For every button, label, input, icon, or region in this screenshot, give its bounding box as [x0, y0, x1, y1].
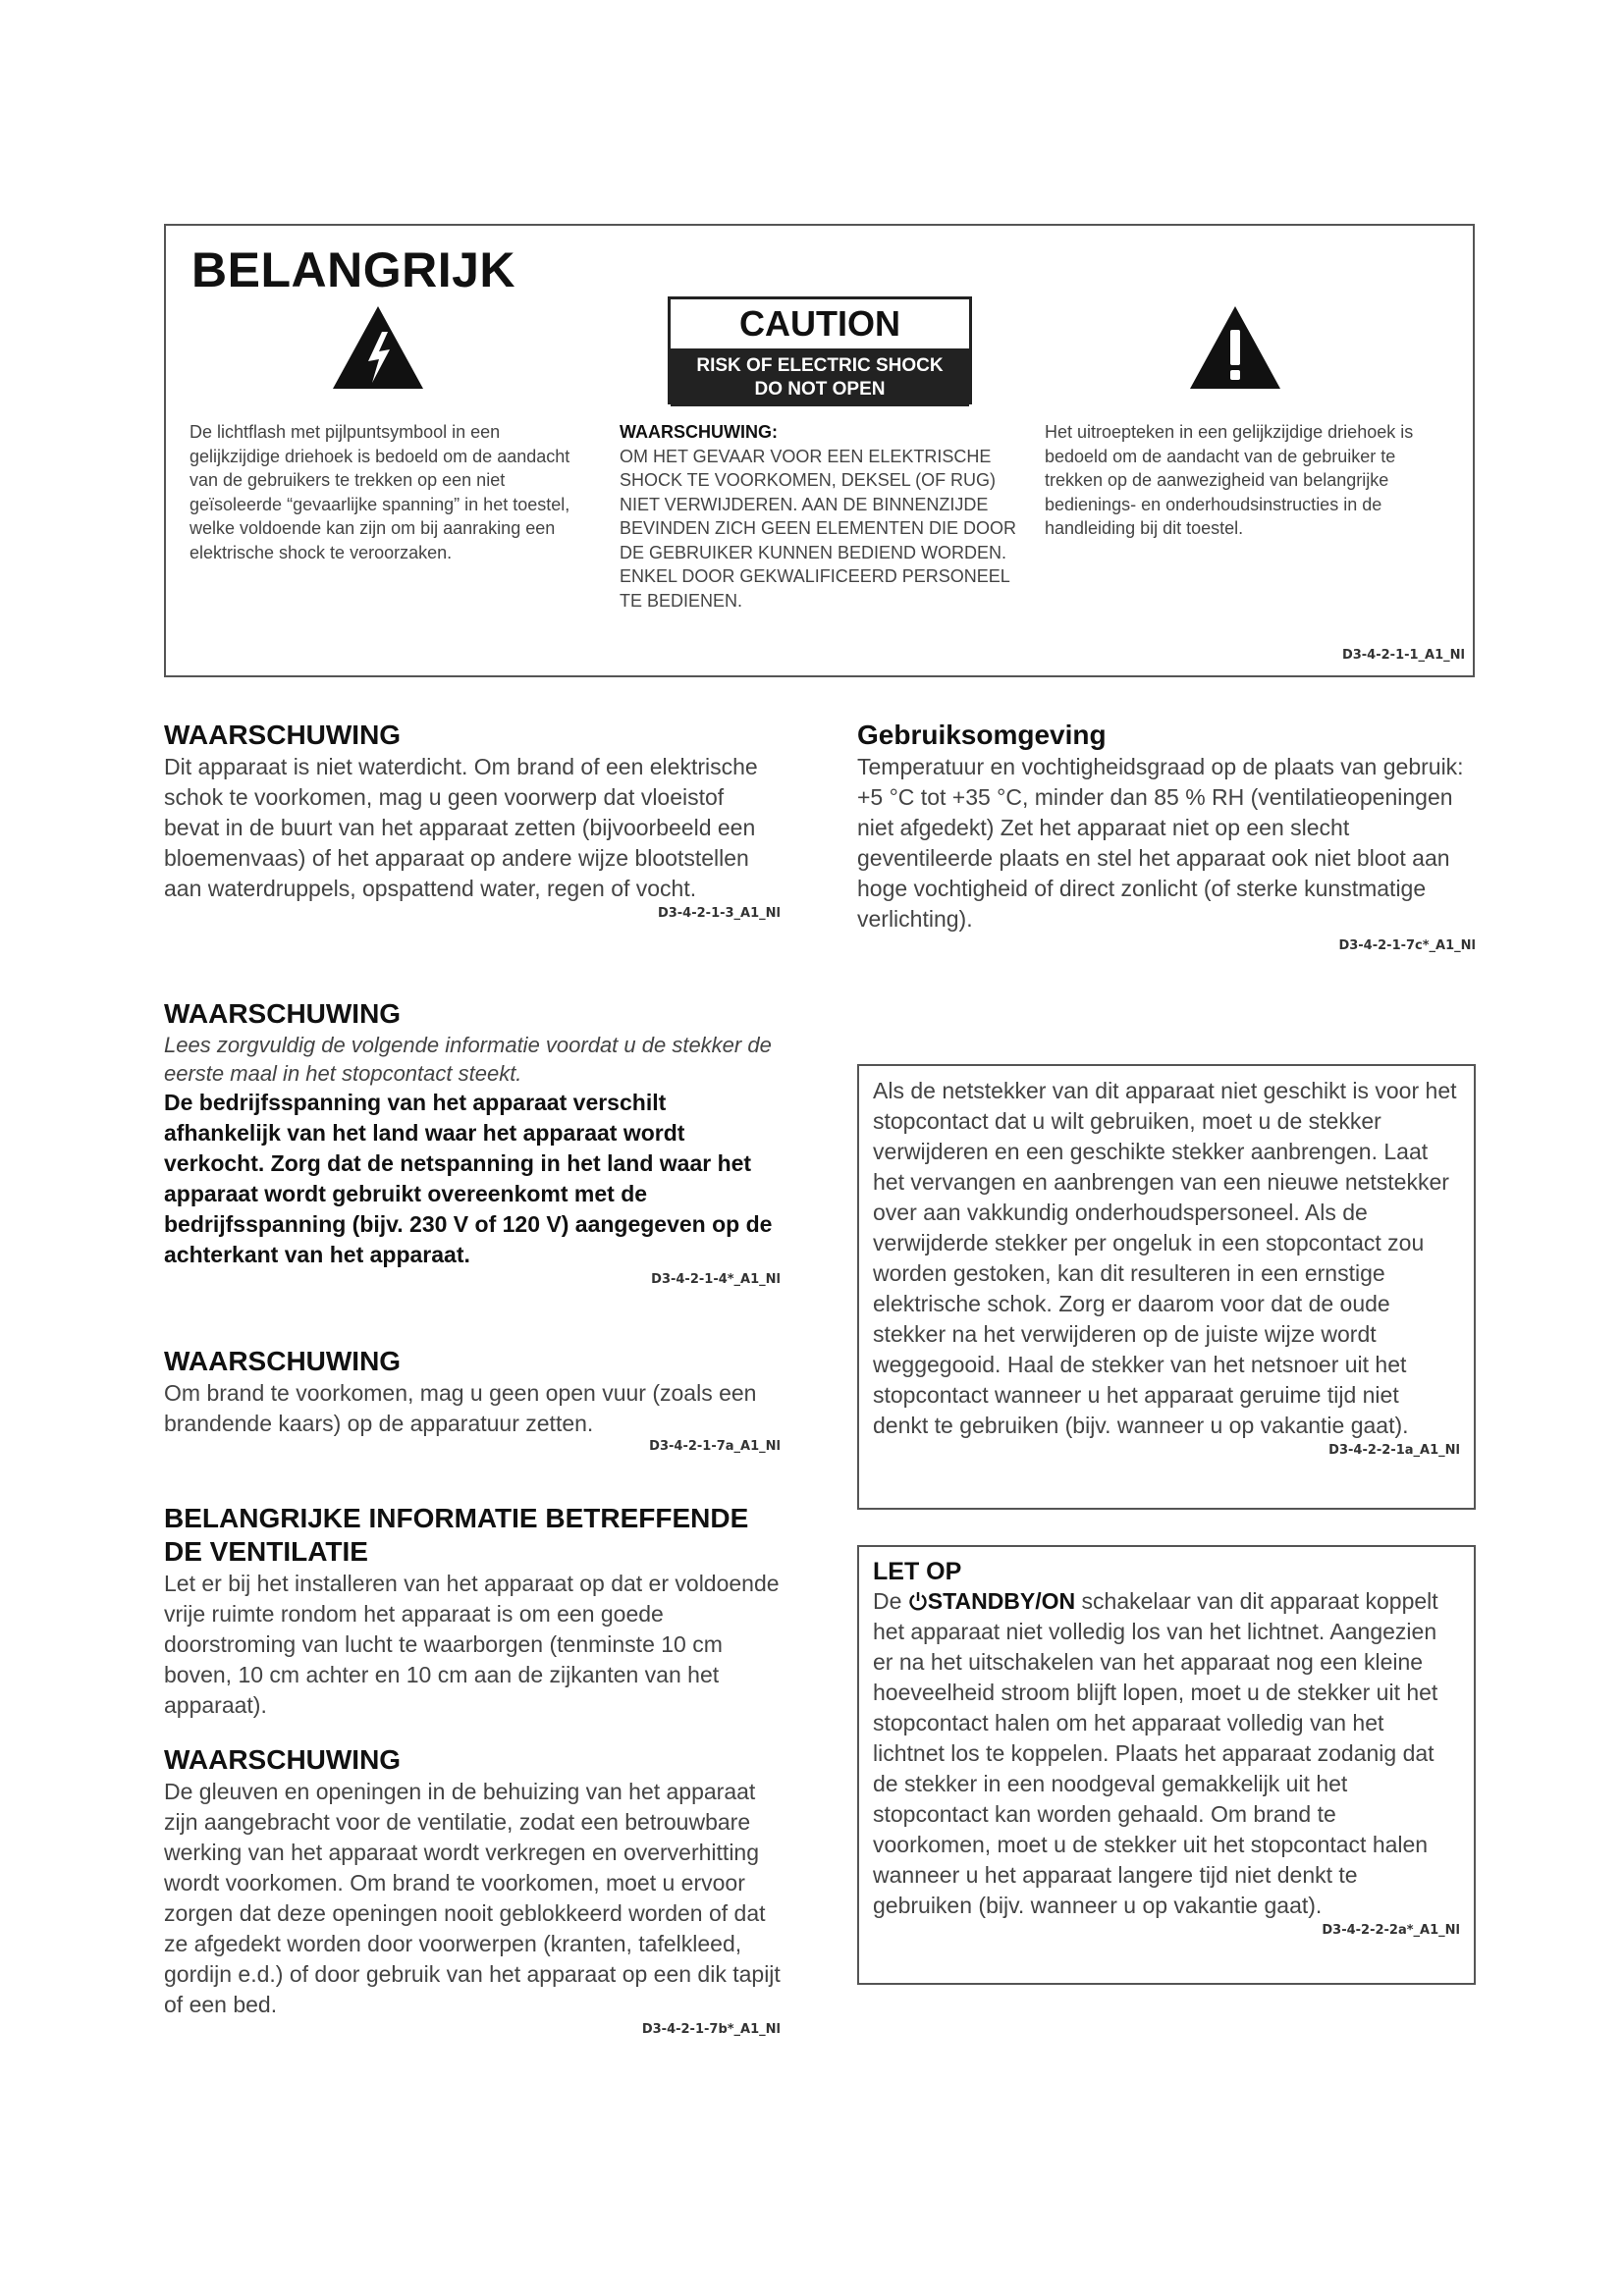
section-openings-warning	[164, 1743, 781, 2037]
power-icon	[908, 1591, 928, 1611]
section-bold-text: De bedrijfsspanning van het apparaat verschilt afhankelijk van het land waar het apparaat wordt verkocht. Zorg dat de netspanning in het land waar het apparaat wordt gebruikt overeenkomt met de bedrijfsspanning (bijv. 230 V of 120 V) aangegeven op de achterkant van het apparaat.	[164, 1090, 773, 1267]
section-water-warning	[164, 719, 781, 921]
section-text: Om brand te voorkomen, mag u geen open vuur (zoals een brandende kaars) op de apparatuur zetten.	[164, 1380, 757, 1436]
reference-code: D3-4-2-1-7a_A1_Nl	[649, 1439, 781, 1454]
caution-line-2: DO NOT OPEN	[754, 379, 886, 400]
reference-code: D3-4-2-1-1_A1_Nl	[1341, 648, 1465, 663]
caution-title: CAUTION	[739, 303, 900, 344]
electric-shock-warning-icon	[331, 304, 425, 391]
notice-text: schakelaar van dit apparaat koppelt het apparaat niet volledig los van het lichtnet. Aangezien er na het uitschakelen van het apparaat nog een kleine hoeveelheid stroom blijft lopen, moet u de stekker uit het stopcontact halen om het apparaat volledig van het lichtnet los te koppelen. Plaats het apparaat zodanig dat de stekker in een noodgeval gemakkelijk uit het stopcontact kan worden gehaald. Om brand te voorkomen, moet u de stekker uit het stopcontact halen wanneer u het apparaat langere tijd niet denkt te gebruiken (bijv. wanneer u op vakantie gaat).	[873, 1588, 1438, 1918]
reference-code: D3-4-2-1-4*_A1_Nl	[651, 1272, 781, 1287]
reference-code: D3-4-2-1-7c*_A1_Nl	[1338, 938, 1476, 953]
section-text: Temperatuur en vochtigheidsgraad op de plaats van gebruik: +5 °C tot +35 °C, minder dan 85 % RH (ventilatieopeningen niet afgedekt) Zet het apparaat niet op een slecht geventileerde plaats en stel het apparaat ook niet bloot aan hoge vochtigheid of direct zonlicht (of sterke kunstmatige verlichting).	[857, 754, 1464, 932]
reference-code: D3-4-2-2-2a*_A1_Nl	[1322, 1923, 1460, 1938]
warning-middle-heading: WAARSCHUWING:	[620, 422, 778, 442]
section-heading: WAARSCHUWING	[164, 720, 402, 750]
section-text: Let er bij het installeren van het apparaat op dat er voldoende vrije ruimte rondom het apparaat is om een goede doorstroming van lucht te waarborgen (tenminste 10 cm boven, 10 cm achter en 10 cm aan de zijkanten van het apparaat).	[164, 1571, 780, 1718]
important-box	[164, 224, 1475, 677]
section-fire-warning	[164, 1345, 781, 1454]
caution-line-1: RISK OF ELECTRIC SHOCK	[696, 355, 944, 376]
lightning-symbol-description: De lichtflash met pijlpuntsymbool in een gelijkzijdige driehoek is bedoeld om de aandacht van de gebruikers te trekken op een niet geïsoleerde “gevaarlijke spanning” in het toestel, welke voldoende kan zijn om bij aanraking een elektrische shock te veroorzaken.	[189, 422, 570, 562]
exclamation-symbol-description: Het uitroepteken in een gelijkzijdige driehoek is bedoeld om de aandacht van de gebruiker te trekken op de aanwezigheid van belangrijke bedienings- en onderhoudsinstructies in de handleiding bij dit toestel.	[1045, 422, 1414, 538]
notice-heading: LET OP	[873, 1558, 962, 1585]
caution-label	[668, 296, 972, 404]
notice-text-block	[873, 1586, 1460, 1921]
section-heading: WAARSCHUWING	[164, 998, 402, 1029]
section-heading: WAARSCHUWING	[164, 1346, 402, 1376]
caution-subtitle	[671, 348, 969, 406]
notice-prefix: De	[873, 1588, 902, 1614]
reference-code: D3-4-2-1-3_A1_Nl	[657, 906, 781, 921]
page-title: BELANGRIJK	[191, 242, 516, 297]
standby-notice-box	[857, 1545, 1476, 1985]
mains-plug-notice-box	[857, 1064, 1476, 1510]
section-italic-text: Lees zorgvuldig de volgende informatie voordat u de stekker de eerste maal in het stopcontact steekt.	[164, 1033, 772, 1086]
standby-on-label: STANDBY/ON	[927, 1588, 1076, 1614]
section-voltage-warning	[164, 997, 781, 1287]
warning-middle-block	[620, 420, 1032, 613]
section-operating-environment	[857, 719, 1476, 953]
section-text: Dit apparaat is niet waterdicht. Om brand of een elektrische schok te voorkomen, mag u geen voorwerp dat vloeistof bevat in de buurt van het apparaat zetten (bijvoorbeeld een bloemenvaas) of het apparaat op andere wijze blootstellen aan waterdruppels, opspattend water, regen of vocht.	[164, 754, 758, 901]
section-heading: BELANGRIJKE INFORMATIE BETREFFENDE DE VENTILATIE	[164, 1503, 749, 1567]
notice-text: Als de netstekker van dit apparaat niet geschikt is voor het stopcontact dat u wilt gebruiken, moet u de stekker verwijderen en een geschikte stekker aanbrengen. Laat het vervangen en aanbrengen van een nieuwe netstekker over aan vakkundig onderhoudspersoneel. Als de verwijderde stekker per ongeluk in een stopcontact zou worden gestoken, kan dit resulteren in een ernstige elektrische schok. Zorg er daarom voor dat de oude stekker na het verwijderen op de juiste wijze wordt weggegooid. Haal de stekker van het netsnoer uit het stopcontact wanneer u het apparaat geruime tijd niet denkt te gebruiken (bijv. wanneer u op vakantie gaat).	[873, 1078, 1457, 1438]
exclamation-warning-icon	[1188, 304, 1282, 391]
reference-code: D3-4-2-2-1a_A1_Nl	[1328, 1443, 1460, 1458]
reference-code: D3-4-2-1-7b*_A1_Nl	[641, 2022, 781, 2037]
section-text: De gleuven en openingen in de behuizing van het apparaat zijn aangebracht voor de ventilatie, zodat een betrouwbare werking van het apparaat wordt verkregen en oververhitting wordt voorkomen. Om brand te voorkomen, moet u ervoor zorgen dat deze openingen nooit geblokkeerd worden of dat ze afgedekt worden door voorwerpen (kranten, tafelkleed, gordijn e.d.) of door gebruik van het apparaat op een dik tapijt of een bed.	[164, 1779, 781, 2017]
section-heading: WAARSCHUWING	[164, 1744, 402, 1775]
warning-middle-text: OM HET GEVAAR VOOR EEN ELEKTRISCHE SHOCK TE VOORKOMEN, DEKSEL (OF RUG) NIET VERWIJDEREN. AAN DE BINNENZIJDE BEVINDEN ZICH GEEN ELEMENTEN DIE DOOR DE GEBRUIKER KUNNEN BEDIEND WORDEN. ENKEL DOOR GEKWALIFICEERD PERSONEEL TE BEDIENEN.	[620, 446, 1017, 611]
section-heading: Gebruiksomgeving	[857, 720, 1107, 750]
section-ventilation-info	[164, 1502, 781, 1721]
